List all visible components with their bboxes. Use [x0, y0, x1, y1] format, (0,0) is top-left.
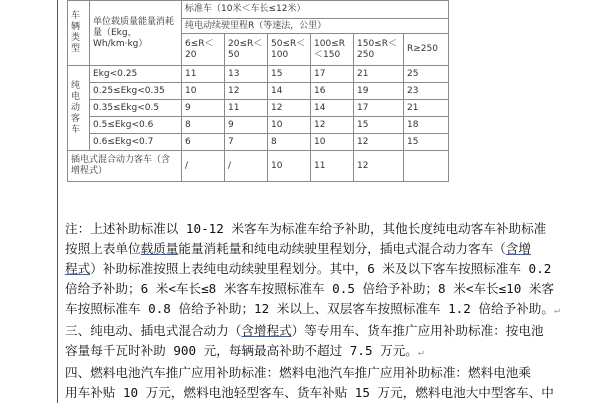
value-cell: 7	[225, 134, 268, 151]
underlined-term: 含增程式	[241, 323, 292, 338]
value-cell: 21	[354, 66, 404, 83]
document-page	[57, 0, 591, 403]
value-cell: /	[182, 151, 225, 182]
value-cell: 17	[354, 100, 404, 117]
ekg-cell: 0.5≤Ekg<0.6	[90, 117, 182, 134]
range-header-cell: 150≤R＜250	[354, 34, 404, 66]
text-line	[65, 219, 589, 239]
value-cell: 18	[404, 117, 449, 134]
hybrid-bus-label: 插电式混合动力客车（含增程式）	[68, 151, 182, 182]
text-run: 用车补贴 10 万元，燃料电池轻型客车、货车补贴 15 万元，燃料电池大中型客车、中	[65, 385, 554, 400]
text-run: 容量每千瓦时补助 900 元，每辆最高补助不超过 7.5 万元。	[65, 343, 418, 358]
value-cell: 11	[311, 151, 354, 182]
paragraph-mark-icon: ↵	[553, 305, 561, 316]
value-cell: 12	[225, 83, 268, 100]
value-cell	[404, 151, 449, 182]
text-run: 倍给予补助；6 米<车长≤8 米客车按照标准车 0.5 倍给予补助；8 米<车长≤10 米客	[65, 281, 555, 296]
value-cell: 15	[268, 66, 311, 83]
value-cell: 12	[311, 117, 354, 134]
text-line	[65, 341, 589, 363]
value-cell: 19	[354, 83, 404, 100]
value-cell: 21	[404, 100, 449, 117]
value-cell: 16	[311, 83, 354, 100]
value-cell: 17	[311, 66, 354, 83]
value-cell: 10	[268, 117, 311, 134]
value-cell: 15	[404, 134, 449, 151]
value-cell: 6	[182, 134, 225, 151]
ekg-cell: 0.25≤Ekg<0.35	[90, 83, 182, 100]
value-cell: /	[225, 151, 268, 182]
value-cell: 12	[354, 134, 404, 151]
text-line	[65, 259, 589, 279]
range-header-cell: R≥250	[404, 34, 449, 66]
underlined-term: 含增	[505, 241, 531, 256]
text-line	[65, 299, 589, 321]
text-line	[65, 239, 589, 259]
text-line	[65, 363, 589, 383]
value-cell: 10	[311, 134, 354, 151]
text-run: ）补助标准按照上表纯电动续驶里程划分。其中，6 米及以下客车按照标准车 0.2	[90, 261, 552, 276]
value-cell: 23	[404, 83, 449, 100]
value-cell: 10	[182, 83, 225, 100]
text-run: 按照上表单位	[65, 241, 141, 256]
text-run: ）等专用车、货车推广应用补助标准：按电池	[291, 323, 544, 338]
underlined-term: 程式	[65, 261, 91, 276]
underlined-term: 载质量	[140, 241, 179, 256]
value-cell: 11	[225, 100, 268, 117]
text-line	[65, 279, 589, 299]
text-run: 车按照标准车 0.8 倍给予补助；12 米以上、双层客车按照标准车 1.2 倍给予补助。	[65, 301, 554, 316]
value-cell: 12	[268, 100, 311, 117]
standard-vehicle-header: 标准车（10米＜车长≤12米）	[182, 1, 449, 19]
range-header-cell: 50≤R＜100	[268, 34, 311, 66]
bus-group-label: 纯电动客车	[68, 66, 90, 151]
range-header-cell: 20≤R＜50	[225, 34, 268, 66]
text-run: 三、纯电动、插电式混合动力（	[65, 323, 242, 338]
value-cell: 12	[354, 151, 404, 182]
value-cell: 9	[182, 100, 225, 117]
value-cell: 8	[182, 117, 225, 134]
value-cell: 9	[225, 117, 268, 134]
value-cell: 10	[268, 151, 311, 182]
ekg-cell: Ekg<0.25	[90, 66, 182, 83]
text-run: 能量消耗量和纯电动续驶里程划分，插电式混合动力客车（	[178, 241, 506, 256]
ekg-cell: 0.6≤Ekg<0.7	[90, 134, 182, 151]
value-cell: 14	[268, 83, 311, 100]
text-run: 四、燃料电池汽车推广应用补助标准：燃料电池汽车推广应用补助标准：燃料电池乘	[65, 365, 531, 380]
value-cell: 8	[268, 134, 311, 151]
value-cell: 13	[225, 66, 268, 83]
value-cell: 15	[354, 117, 404, 134]
range-header-cell: 100≤R＜150	[311, 34, 354, 66]
range-header-cell: 6≤R＜20	[182, 34, 225, 66]
energy-consumption-header: 单位载质量能量消耗量（Ekg，Wh/km·kg）	[90, 1, 182, 66]
range-header: 纯电动续驶里程R（等速法，公里）	[182, 19, 449, 34]
vehicle-type-header: 车辆类型	[68, 1, 90, 66]
text-line	[65, 321, 589, 341]
notes-text	[65, 219, 589, 403]
paragraph-mark-icon: ↵	[417, 347, 424, 358]
ekg-cell: 0.35≤Ekg<0.5	[90, 100, 182, 117]
value-cell: 14	[311, 100, 354, 117]
text-run: 注：上述补助标准以 10-12 米客车为标准车给予补助，其他长度纯电动客车补助标准	[65, 221, 547, 236]
value-cell: 25	[404, 66, 449, 83]
value-cell: 11	[182, 66, 225, 83]
text-line	[65, 383, 589, 403]
subsidy-table	[67, 0, 449, 182]
